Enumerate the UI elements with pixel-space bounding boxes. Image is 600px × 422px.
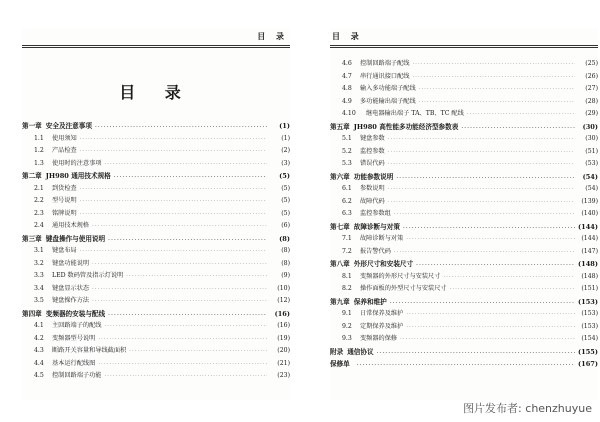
toc-entry-chapter — [330, 346, 598, 359]
toc-entry-section — [22, 245, 290, 258]
header-rule — [22, 45, 290, 48]
toc-page-number: (144) — [577, 222, 598, 231]
toc-entry-number: 1.3 — [34, 159, 44, 167]
toc-page-number: (153) — [577, 297, 598, 306]
toc-entry-text: 通用技术规格 — [52, 222, 90, 229]
toc-entry-title — [22, 195, 77, 208]
toc-entry-chapter — [22, 233, 290, 246]
toc-entry-text: LED 数码管及指示灯说明 — [52, 272, 124, 279]
toc-entry-title — [22, 295, 89, 308]
toc-entry-title — [330, 271, 440, 284]
toc-entry-title — [22, 220, 89, 233]
dot-leader — [388, 158, 575, 171]
dot-leader — [413, 58, 576, 71]
toc-page-number: (5) — [281, 184, 290, 192]
toc-entry-section — [22, 133, 290, 146]
dot-leader — [400, 333, 575, 346]
toc-entry-title — [22, 320, 102, 333]
toc-entry-text: 输入多功能端子配线 — [360, 85, 416, 92]
toc-page-number: (1) — [281, 134, 290, 142]
toc-entry-section — [22, 295, 290, 308]
dot-leader — [105, 320, 268, 333]
toc-entry-chapter — [330, 258, 598, 271]
toc-entry-number: 1.1 — [34, 134, 44, 142]
toc-entry-title — [330, 296, 387, 309]
toc-title: 目 录 — [119, 83, 193, 102]
dot-leader — [98, 358, 267, 371]
toc-entry-section — [22, 220, 290, 233]
toc-page-number: (20) — [277, 347, 290, 354]
toc-entry-text: 变频器的保修 — [360, 335, 398, 342]
toc-entry-title — [22, 158, 102, 171]
toc-entry-number: 2.1 — [34, 184, 44, 192]
toc-page-number: (151) — [581, 285, 598, 292]
toc-entry-number: 第九章 — [330, 297, 350, 306]
toc-page-number: (2) — [281, 147, 290, 154]
toc-entry-section — [330, 133, 598, 146]
toc-entry-number: 7.1 — [342, 235, 352, 242]
toc-entry-text: 到货检查 — [52, 184, 77, 192]
toc-entry-text: 监控参数 — [360, 147, 385, 155]
dot-leader — [357, 359, 575, 372]
toc-entry-text: 键盘功能说明 — [52, 259, 90, 267]
toc-entry-number: 7.2 — [342, 247, 352, 255]
toc-entry-text: 故障诊断与对策 — [360, 235, 404, 242]
toc-entry-section — [22, 358, 290, 371]
toc-entry-text: 变频器型号说明 — [52, 334, 96, 342]
dot-leader — [413, 71, 576, 84]
toc-page-number: (54) — [582, 172, 598, 181]
dot-leader — [388, 183, 575, 196]
toc-entry-number: 3.2 — [34, 259, 44, 267]
toc-entry-text: 键盘布局 — [52, 247, 77, 254]
dot-leader — [80, 195, 267, 208]
toc-page-number: (154) — [581, 335, 598, 342]
toc-entry-number: 4.5 — [34, 372, 44, 379]
toc-entry-text: 故障代码 — [360, 197, 385, 205]
toc-entry-text: 多功能输出端子配线 — [360, 97, 416, 105]
toc-entry-number: 第三章 — [22, 234, 42, 243]
toc-entry-section — [330, 308, 598, 321]
dot-leader — [80, 183, 267, 196]
toc-entry-number: 第一章 — [22, 122, 42, 130]
toc-entry-text: 日常保养及维护 — [360, 310, 404, 317]
toc-entry-title — [22, 233, 105, 246]
running-header: 目 录 — [257, 31, 288, 41]
toc-entry-text: 安全及注意事项 — [45, 122, 92, 130]
toc-entry-text: 外形尺寸和安装尺寸 — [353, 260, 414, 268]
toc-entry-number: 2.3 — [34, 209, 44, 217]
dot-leader — [80, 208, 267, 221]
toc-entry-number: 4.3 — [34, 347, 44, 354]
toc-entry-section — [22, 208, 290, 221]
toc-entry-text: 型号说明 — [52, 197, 77, 204]
toc-entry-section — [330, 83, 598, 96]
toc-list — [330, 58, 598, 371]
toc-entry-title — [330, 221, 400, 234]
toc-entry-number: 第六章 — [330, 172, 350, 181]
toc-page-number: (21) — [277, 359, 290, 367]
toc-entry-number: 6.1 — [342, 185, 352, 192]
toc-page-number: (144) — [581, 235, 598, 242]
toc-entry-number: 3.1 — [34, 247, 44, 254]
toc-entry-title — [330, 183, 385, 196]
dot-leader — [388, 196, 575, 209]
toc-entry-chapter — [22, 170, 290, 183]
toc-entry-title — [330, 208, 391, 221]
toc-entry-title — [22, 345, 126, 358]
toc-page-number: (8) — [279, 234, 290, 243]
dot-leader — [419, 96, 575, 109]
toc-entry-number: 9.1 — [342, 310, 352, 317]
dot-leader — [80, 133, 267, 146]
toc-page-number: (148) — [577, 260, 598, 268]
toc-entry-title — [330, 308, 403, 321]
toc-page-number: (148) — [581, 272, 598, 280]
toc-entry-chapter — [22, 120, 290, 133]
toc-entry-title — [22, 358, 95, 371]
toc-entry-number: 6.3 — [342, 210, 352, 217]
toc-entry-title — [22, 183, 77, 196]
toc-entry-number: 第五章 — [330, 122, 350, 131]
toc-entry-chapter — [22, 308, 290, 321]
dot-leader — [377, 347, 575, 360]
toc-page-number: (27) — [585, 85, 598, 92]
toc-entry-text: 控制回路端子功能 — [52, 372, 102, 379]
toc-entry-title — [330, 358, 354, 371]
toc-page-number: (5) — [281, 197, 290, 204]
toc-entry-number: 4.4 — [34, 359, 44, 367]
toc-entry-section — [330, 321, 598, 334]
toc-entry-section — [22, 158, 290, 171]
toc-entry-text: 键盘参数 — [360, 135, 385, 142]
toc-entry-text: 键盘操作与使用说明 — [45, 234, 106, 243]
toc-page-number: (19) — [277, 334, 290, 342]
toc-entry-number: 3.5 — [34, 297, 44, 304]
toc-page-number: (147) — [581, 247, 598, 255]
dot-leader — [394, 246, 575, 259]
toc-entry-section — [22, 258, 290, 271]
toc-entry-title — [22, 170, 111, 183]
toc-entry-title — [330, 133, 385, 146]
header-rule — [330, 45, 598, 48]
dot-leader — [105, 370, 268, 383]
toc-page-number: (26) — [585, 72, 598, 80]
toc-entry-number: 4.9 — [342, 97, 352, 105]
toc-entry-text: 铭牌说明 — [52, 209, 77, 217]
toc-entry-number: 4.10 — [342, 110, 356, 117]
toc-entry-number: 第二章 — [22, 172, 42, 180]
toc-page-number: (139) — [581, 197, 598, 205]
dot-leader — [419, 83, 575, 96]
toc-entry-number: 9.2 — [342, 322, 352, 330]
toc-entry-title — [330, 346, 374, 359]
dot-leader — [92, 258, 267, 271]
toc-page-number: (12) — [277, 297, 290, 304]
toc-page-number: (10) — [277, 284, 290, 292]
toc-entry-number: 5.2 — [342, 147, 352, 155]
toc-entry-title — [330, 121, 458, 134]
toc-entry-number: 9.3 — [342, 335, 352, 342]
dot-leader — [467, 108, 575, 121]
toc-entry-text: 继电器输出端子 TA、TB、TC 配线 — [366, 110, 464, 117]
toc-entry-text: 定期保养及维护 — [360, 322, 404, 330]
toc-entry-number: 4.1 — [34, 322, 44, 329]
dot-leader — [80, 245, 267, 258]
toc-entry-section — [22, 183, 290, 196]
toc-entry-title — [330, 58, 410, 71]
toc-entry-chapter — [330, 296, 598, 309]
toc-entry-text: 串行通讯接口配线 — [360, 72, 410, 80]
toc-entry-number: 5.3 — [342, 160, 352, 167]
toc-entry-number: 8.1 — [342, 272, 352, 280]
dot-leader — [98, 333, 267, 346]
toc-entry-section — [330, 333, 598, 346]
toc-page-number: (16) — [277, 322, 290, 329]
toc-entry-title — [330, 196, 385, 209]
toc-entry-section — [330, 58, 598, 71]
toc-entry-text: 错误代码 — [360, 160, 385, 167]
toc-entry-section — [330, 158, 598, 171]
toc-entry-text: 通信协议 — [347, 347, 374, 356]
toc-entry-section — [330, 146, 598, 159]
toc-entry-section — [330, 96, 598, 109]
toc-entry-chapter — [330, 221, 598, 234]
toc-entry-number: 保修单 — [330, 360, 350, 368]
toc-entry-title — [22, 258, 89, 271]
toc-page-number: (30) — [582, 122, 598, 131]
toc-entry-text: JH980 通用技术规格 — [45, 172, 111, 180]
toc-entry-number: 4.2 — [34, 334, 44, 342]
toc-page-number: (28) — [585, 97, 598, 105]
toc-entry-text: 键盘操作方法 — [52, 297, 90, 304]
toc-entry-text: 报告警代码 — [360, 247, 391, 255]
toc-entry-section — [330, 246, 598, 259]
toc-entry-text: 使用须知 — [52, 134, 77, 142]
dot-leader — [388, 146, 575, 159]
toc-entry-title — [330, 158, 385, 171]
toc-entry-title — [330, 246, 391, 259]
toc-entry-text: 操作面板的外型尺寸与安装尺寸 — [360, 285, 447, 292]
toc-page-number: (54) — [585, 185, 598, 192]
toc-entry-section — [330, 71, 598, 84]
toc-entry-title — [22, 333, 95, 346]
toc-entry-section — [330, 208, 598, 221]
toc-entry-title — [22, 283, 89, 296]
toc-entry-text: 产品检查 — [52, 147, 77, 154]
toc-entry-text: 变频器的安装与配线 — [45, 309, 106, 318]
toc-entry-section — [22, 283, 290, 296]
toc-entry-text: 变频器的外形尺寸与安装尺寸 — [360, 272, 441, 280]
toc-entry-text: 使用时的注意事项 — [52, 159, 102, 167]
toc-entry-title — [22, 308, 105, 321]
toc-entry-section — [330, 183, 598, 196]
toc-entry-section — [22, 320, 290, 333]
toc-page-number: (8) — [281, 259, 290, 267]
toc-entry-section — [22, 333, 290, 346]
toc-entry-number: 3.3 — [34, 272, 44, 279]
dot-leader — [394, 208, 575, 221]
toc-page-number: (51) — [585, 147, 598, 155]
toc-entry-section — [22, 345, 290, 358]
toc-page-number: (30) — [585, 135, 598, 142]
toc-page-number: (155) — [577, 347, 598, 356]
toc-page-number: (5) — [281, 209, 290, 217]
toc-entry-title — [330, 333, 397, 346]
dot-leader — [92, 220, 267, 233]
toc-entry-number: 第七章 — [330, 222, 350, 231]
toc-entry-sub — [330, 108, 598, 121]
dot-leader — [129, 345, 267, 358]
toc-entry-title — [330, 171, 393, 184]
toc-page-number: (25) — [585, 60, 598, 67]
toc-page-number: (9) — [281, 272, 290, 279]
toc-entry-title — [330, 108, 464, 121]
toc-page-number: (8) — [281, 247, 290, 254]
toc-page-number: (167) — [577, 360, 598, 368]
toc-entry-text: JH980 高性能多功能经济型参数表 — [353, 122, 459, 131]
toc-page-number: (16) — [274, 309, 290, 318]
toc-entry-section — [22, 195, 290, 208]
toc-page-number: (29) — [585, 110, 598, 117]
toc-entry-section — [330, 233, 598, 246]
toc-entry-title — [330, 96, 416, 109]
toc-entry-section — [330, 271, 598, 284]
left-page — [22, 28, 290, 400]
toc-page-number: (53) — [585, 160, 598, 167]
right-page — [330, 28, 598, 400]
toc-entry-text: 主回路端子的配线 — [52, 322, 102, 329]
toc-entry-title — [22, 270, 123, 283]
toc-page-number: (153) — [581, 310, 598, 317]
toc-entry-text: 参数说明 — [360, 185, 385, 192]
toc-entry-title — [330, 83, 416, 96]
toc-entry-number: 4.7 — [342, 72, 352, 80]
toc-entry-title — [330, 233, 403, 246]
toc-entry-text: 功能参数说明 — [353, 172, 394, 181]
toc-page-number: (140) — [581, 210, 598, 217]
toc-entry-section — [22, 370, 290, 383]
toc-entry-section — [22, 145, 290, 158]
toc-entry-number: 4.8 — [342, 85, 352, 92]
toc-entry-number: 8.2 — [342, 285, 352, 292]
toc-entry-number: 3.4 — [34, 284, 44, 292]
toc-entry-number: 2.2 — [34, 197, 44, 204]
toc-entry-text: 保养和维护 — [353, 297, 387, 306]
toc-entry-title — [330, 258, 413, 271]
toc-entry-number: 第四章 — [22, 309, 42, 318]
toc-entry-title — [330, 321, 403, 334]
dot-leader — [105, 158, 268, 171]
toc-entry-text: 键盘显示状态 — [52, 284, 90, 292]
toc-page-number: (5) — [279, 172, 290, 180]
dot-leader — [80, 145, 267, 158]
toc-entry-title — [22, 245, 77, 258]
dot-leader — [406, 321, 575, 334]
toc-entry-section — [22, 270, 290, 283]
toc-entry-number: 4.6 — [342, 60, 352, 67]
dot-leader — [388, 133, 575, 146]
toc-entry-section — [330, 283, 598, 296]
toc-list — [22, 120, 290, 383]
dot-leader — [450, 283, 575, 296]
toc-entry-section — [330, 196, 598, 209]
dot-leader — [406, 233, 575, 246]
toc-entry-text: 故障诊断与对策 — [353, 222, 400, 231]
toc-page-number: (23) — [277, 372, 290, 379]
toc-entry-number: 附录 — [330, 347, 344, 356]
toc-page-number: (1) — [279, 122, 290, 130]
dot-leader — [92, 283, 267, 296]
dot-leader — [126, 270, 267, 283]
toc-entry-chapter — [330, 171, 598, 184]
toc-entry-text: 断路开关容量和导线截面积 — [52, 347, 127, 354]
dot-leader — [406, 308, 575, 321]
toc-entry-number: 6.2 — [342, 197, 352, 205]
running-header: 目 录 — [332, 31, 363, 41]
toc-entry-chapter — [330, 358, 598, 371]
toc-entry-number: 2.4 — [34, 222, 44, 229]
toc-entry-title — [330, 71, 410, 84]
toc-entry-title — [330, 283, 447, 296]
toc-entry-text: 基本运行配线图 — [52, 359, 96, 367]
toc-page-number: (153) — [581, 322, 598, 330]
toc-entry-title — [22, 145, 77, 158]
toc-entry-text: 监控参数组 — [360, 210, 391, 217]
toc-entry-number: 5.1 — [342, 135, 352, 142]
watermark-credit: 图片发布者: chenzhuyue — [463, 402, 592, 415]
toc-entry-title — [330, 146, 385, 159]
dot-leader — [443, 271, 575, 284]
toc-entry-title — [22, 370, 102, 383]
dot-leader — [92, 295, 267, 308]
toc-entry-chapter — [330, 121, 598, 134]
toc-page-number: (6) — [281, 222, 290, 229]
toc-entry-title — [22, 120, 92, 133]
toc-entry-text: 控制回路端子配线 — [360, 60, 410, 67]
toc-entry-number: 第八章 — [330, 260, 350, 268]
toc-page-number: (3) — [281, 159, 290, 167]
toc-entry-title — [22, 133, 77, 146]
toc-entry-title — [22, 208, 77, 221]
toc-entry-number: 1.2 — [34, 147, 44, 154]
